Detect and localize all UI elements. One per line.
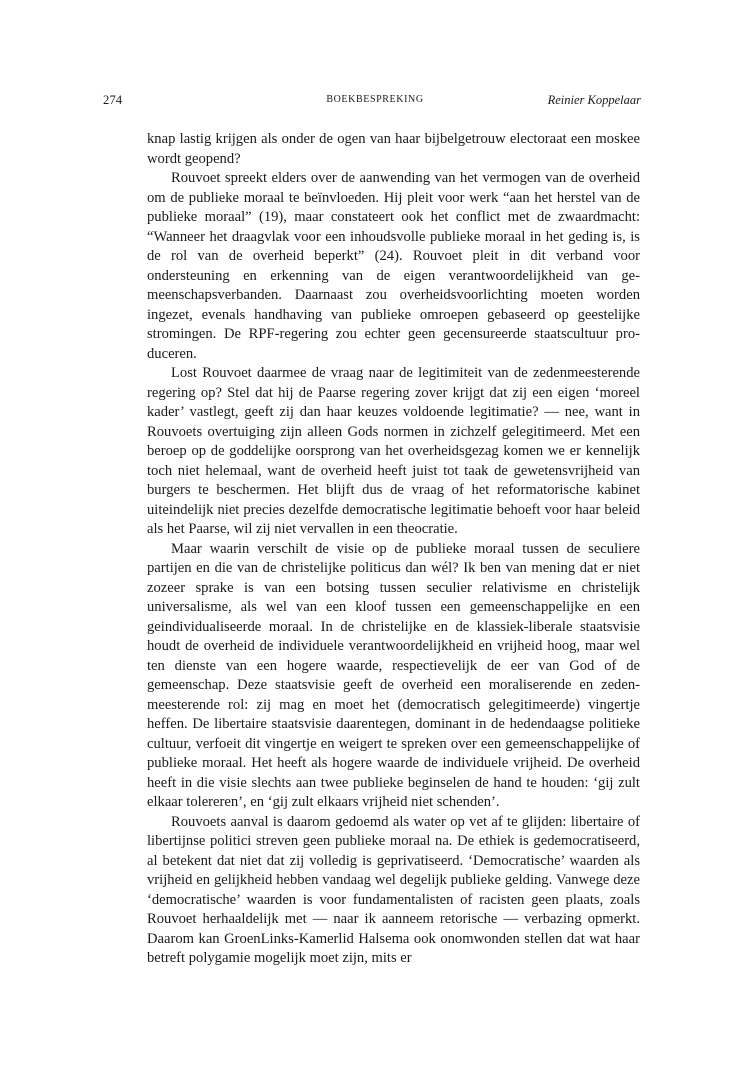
paragraph: Lost Rouvoet daarmee de vraag naar de legitimiteit van de zedenmeesterende regering op? Stel dat hij de Paarse regering zover krijgt dat zij een eigen ‘moreel kader’ vastlegt, geeft zij dan haar keuzes voldoende legitimatie? — nee, want in Rouvoets overtuiging zijn alleen Gods normen in zichzelf gelegitimeerd. Met een beroep op de goddelijke oorsprong van het overheidsgezag komen we er kennelijk toch niet helemaal, want de overheid heeft juist tot taak de gewetensvrijheid van burgers te beschermen. Het blijft dus de vraag of het reformatorische kabinet uiteindelijk niet precies dezelfde democratische legitimatie behoeft voor haar beleid als het Paarse, wil zij niet vervallen in een theocratie.	[147, 365, 640, 537]
paragraph: Rouvoet spreekt elders over de aanwending van het vermogen van de overheid om de publieke moraal te beïnvloeden. Hij pleit voor werk “aan het herstel van de publieke moraal” (19), maar constateert ook het conflict met de zwaardmacht: “Wanneer het draagvlak voor een inhoudsvolle publieke moraal in het geding is, is de rol van de overheid beperkt” (24). Rouvoet pleit in dit verband voor ondersteuning en erkenning van de eigen verantwoordelijkheid van gemeenschapsverbanden. Daarnaast zou overheidsvoorlichting moeten worden ingezet, evenals handhaving van publieke omroepen gebaseerd op geestelijke stromingen. De RPF-regering zou echter geen gecensureerde staatscultuur produceren.	[147, 170, 640, 362]
body-text	[147, 130, 640, 969]
section-title: BOEKBESPREKING	[326, 94, 424, 105]
running-author: Reinier Koppelaar	[547, 93, 641, 107]
paragraph: knap lastig krijgen als onder de ogen van haar bijbelgetrouw electoraat een moskee wordt geopend?	[147, 131, 640, 167]
paragraph: Rouvoets aanval is daarom gedoemd als water op vet af te glijden: libertaire of libertijnse politici streven geen publieke moraal na. De ethiek is gedemocratiseerd, al betekent dat niet dat zij volledig is geprivatiseerd. ‘Democratische’ waarden als vrijheid en gelijkheid hebben vandaag wel degelijk publieke gelding. Vanwege deze ‘democratische’ waarden is voor fundamentalisten of racisten geen plaats, zoals Rouvoet herhaaldelijk met — naar ik aanneem retorische — verbazing opmerkt. Daarom kan GroenLinks-Kamerlid Halsema ook onomwonden stellen dat wat haar betreft polygamie mogelijk moet zijn, mits er	[147, 813, 640, 966]
paragraph: Maar waarin verschilt de visie op de publieke moraal tussen de seculiere partijen en die van de christelijke politicus dan wél? Ik ben van mening dat er niet zozeer sprake is van een botsing tussen seculier relativisme en christelijk universalisme, als wel van een kloof tussen een gemeenschappelijke en een geindividualiseerde moraal. In de christelijke en de klassiek-liberale staatsvisie houdt de overheid de individuele verantwoordelijkheid en vrijheid hoog, maar wel ten dienste van een hogere waarde, respectievelijk de eer van God of de gemeenschap. Deze staatsvisie geeft de overheid een moraliserende en zedenmeesterende rol: zij mag en moet het (democratisch gelegitimeerde) vingertje heffen. De libertaire staatsvisie daarentegen, dominant in de hedendaagse politieke cultuur, verfoeit dit vingertje en weigert te spreken over een gemeenschappelijke of publieke moraal. Het heeft als hogere waarde de individuele vrijheid. De overheid heeft in die visie slechts aan twee publieke beginselen de hand te houden: ‘gij zult elkaar tolereren’, en ‘gij zult elkaars vrijheid niet schenden’.	[147, 540, 640, 810]
page-number: 274	[103, 93, 123, 107]
